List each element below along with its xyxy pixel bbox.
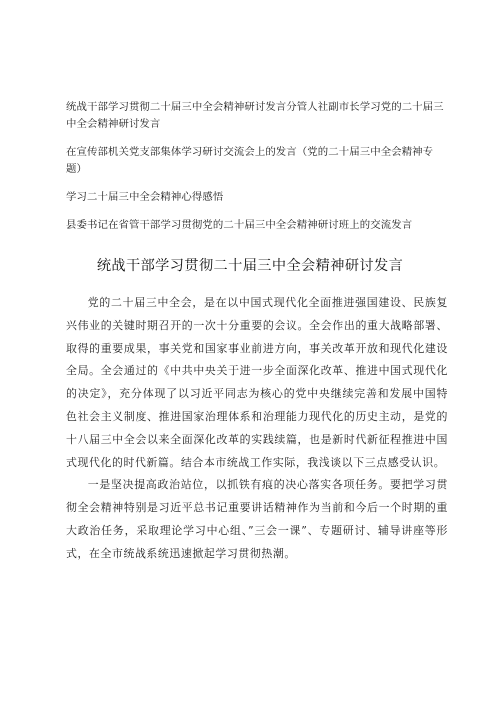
toc-item[interactable]: 县委书记在省管干部学习贯彻党的二十届三中全会精神研讨班上的交流发言: [66, 219, 413, 231]
article-title: 统战干部学习贯彻二十届三中全会精神研讨发言: [96, 258, 404, 274]
paragraph: 党的二十届三中全会，是在以中国式现代化全面推进强国建设、民族复兴伟业的关键时期召开的一次十分重要的会议。全会作出的重大战略部署、取得的重要成果，事关党和国家事业前进方向，事关改革开放和现代化建设全局。全会通过的《中共中央关于进一步全面深化改革、推进中国式现代化的决定》，充分体现了以习近平同志为核心的党中央继续完善和发展中国特色社会主义制度、推进国家治理体系和治理能力现代化的历史主动，是党的十八届三中全会以来全面深化改革的实践续篇，也是新时代新征程推进中国式现代化的时代新篇。结合本市统战工作实际，我浅谈以下三点感受认识。: [66, 296, 448, 469]
paragraph: 一是坚决提高政治站位，以抓铁有痕的决心落实各项任务。要把学习贯彻全会精神特别是习近平总书记重要讲话精神作为当前和今后一个时期的重大政治任务，采取理论学习中心组、”三会一课”、专题研讨、辅导讲座等形式，在全市统战系统迅速掀起学习贯彻热潮。: [66, 478, 448, 560]
article-body: [66, 292, 448, 566]
toc-item[interactable]: 学习二十届三中全会精神心得感悟: [66, 191, 224, 203]
toc-item[interactable]: 统战干部学习贯彻二十届三中全会精神研讨发言分管人社副市长学习党的二十届三中全会精神研讨发言: [66, 101, 444, 130]
toc-item[interactable]: 在宣传部机关党支部集体学习研讨交流会上的发言（党的二十届三中全会精神专题）: [66, 146, 434, 175]
table-of-contents: [66, 99, 446, 234]
